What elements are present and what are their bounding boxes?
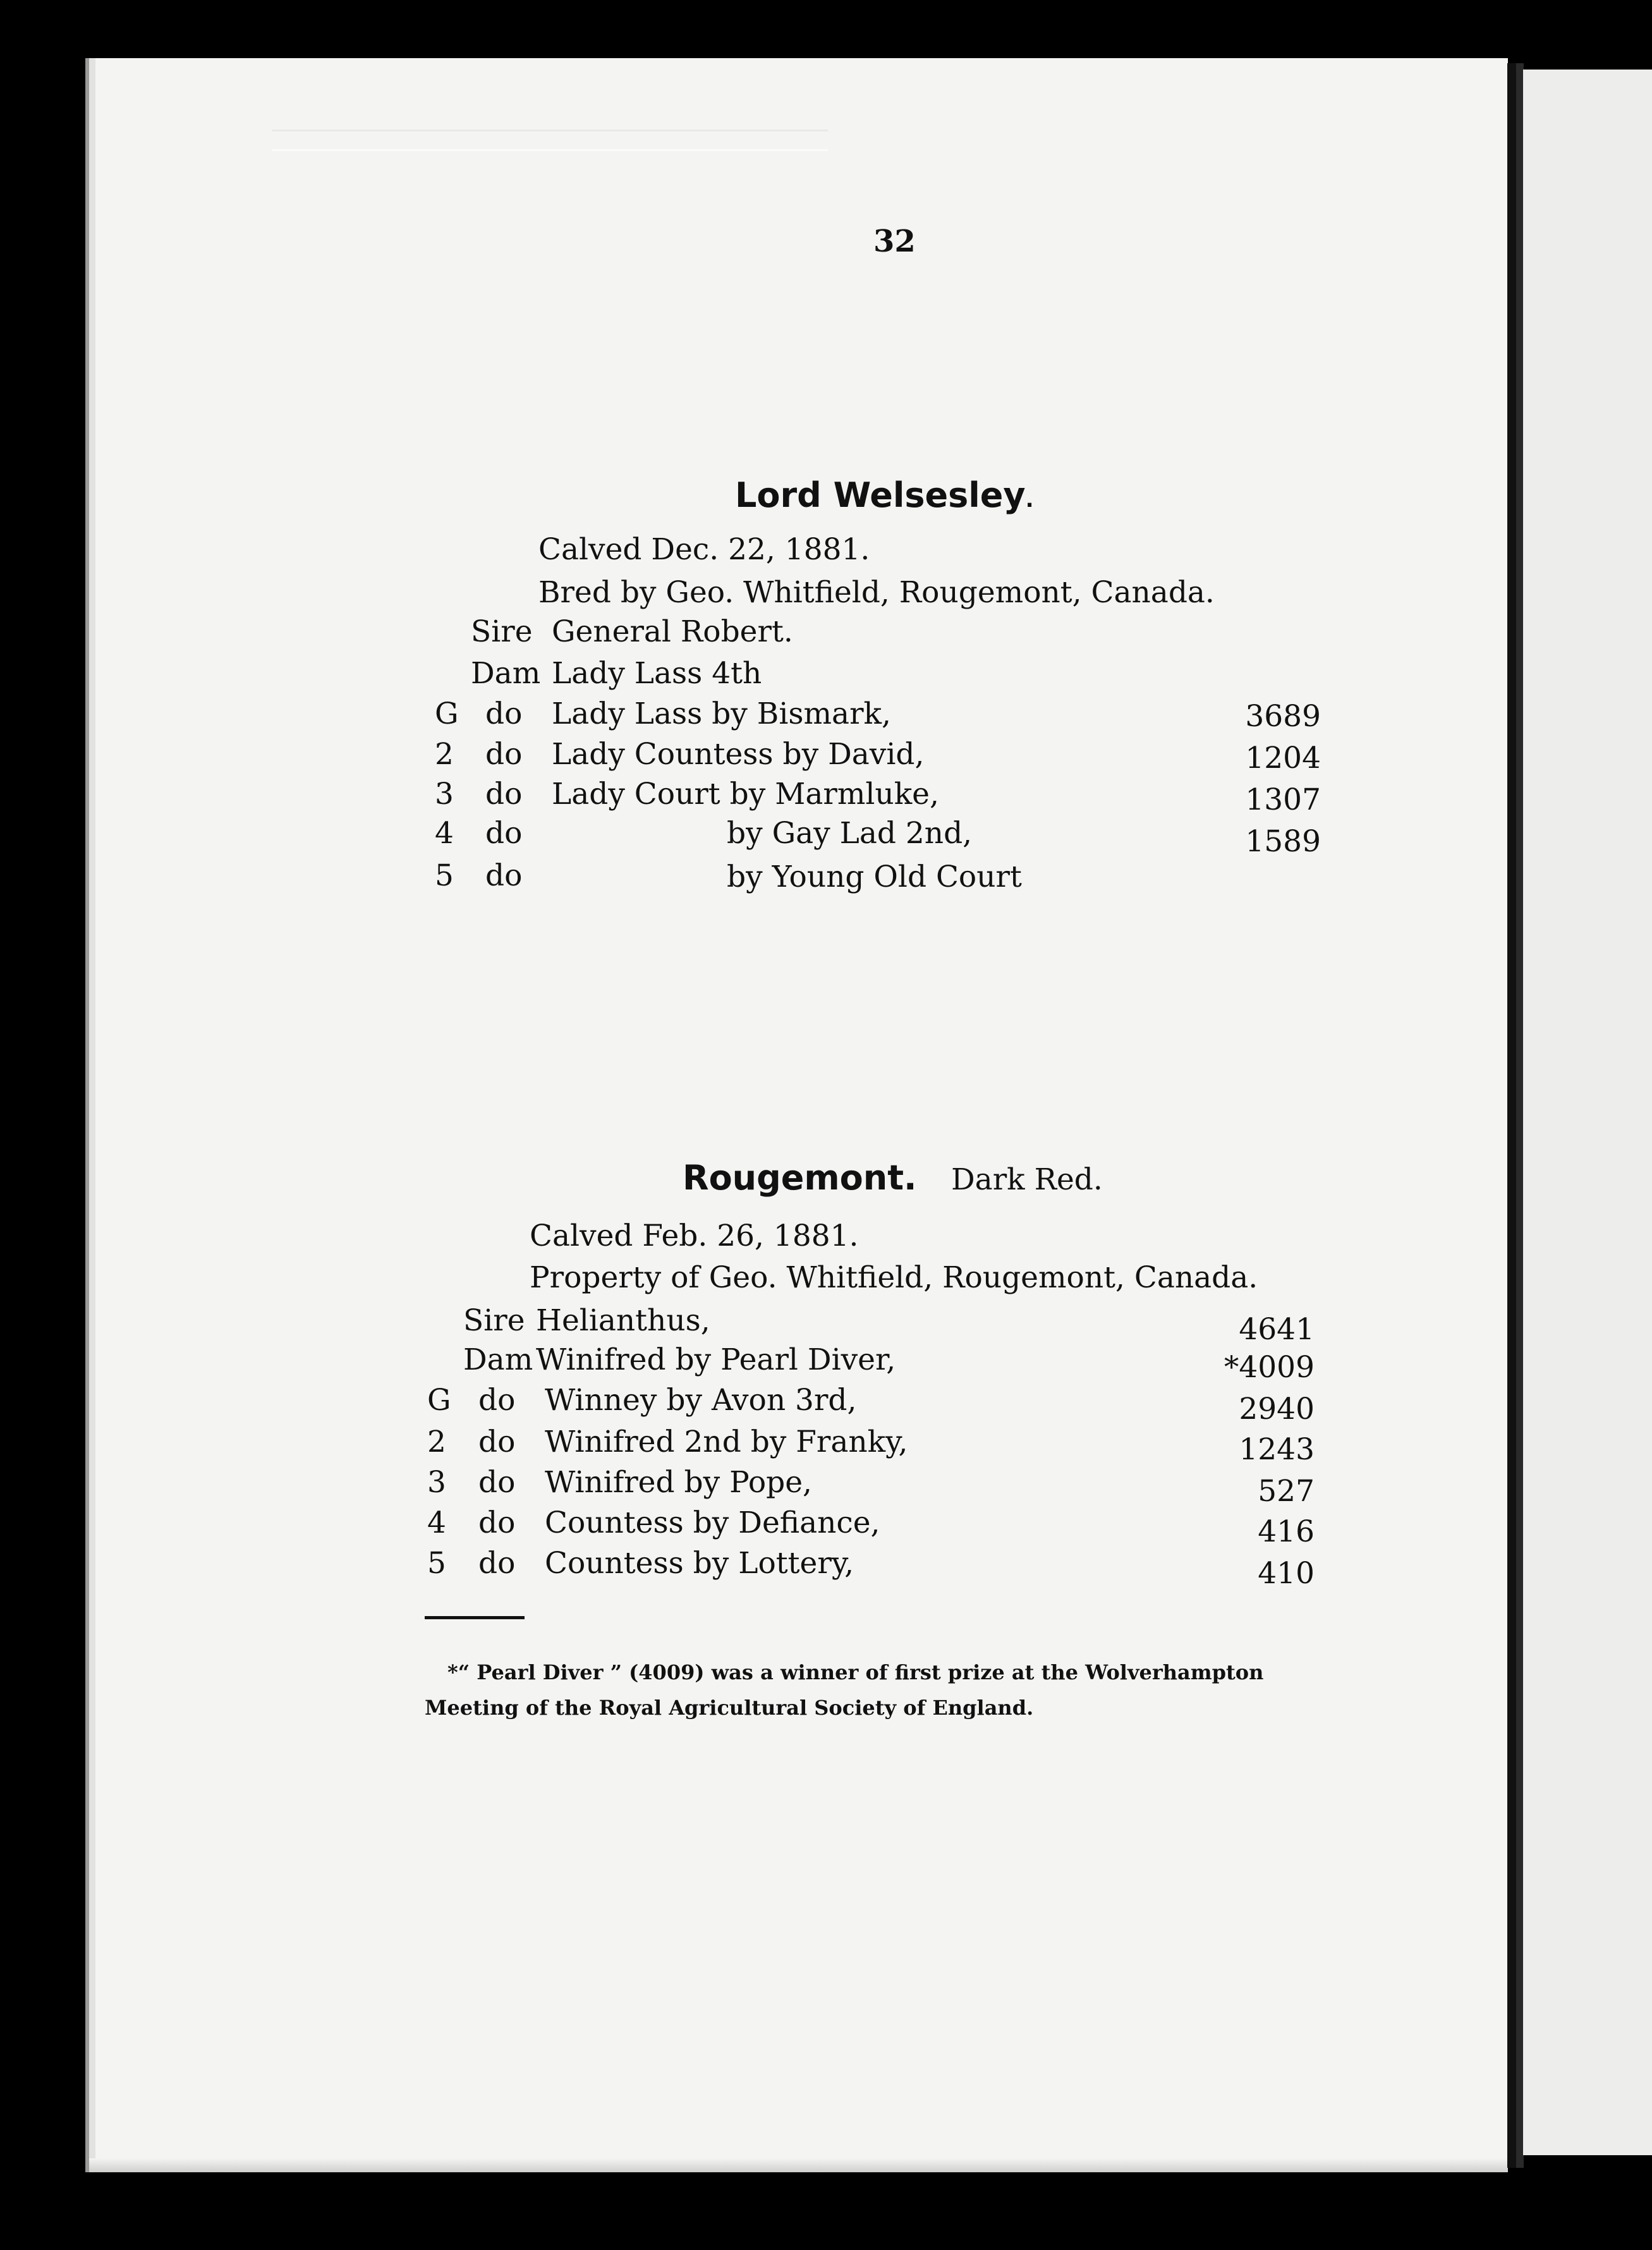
- pedigree-description: Winney by Avon 3rd,: [545, 1383, 857, 1418]
- pedigree-description: Winifred 2nd by Franky,: [545, 1425, 908, 1459]
- pedigree-description: Winifred by Pearl Diver,: [536, 1342, 896, 1377]
- page-number: 32: [873, 224, 916, 259]
- footnote-rule: [425, 1616, 525, 1619]
- herd-book-number: 1204: [1245, 741, 1321, 775]
- pedigree-description: by Young Old Court: [727, 860, 1022, 894]
- pedigree-description: General Robert.: [552, 614, 793, 649]
- embossed-mark: [272, 130, 828, 151]
- generation-marker: 3: [427, 1465, 446, 1500]
- pedigree-description: Lady Lass by Bismark,: [552, 696, 891, 731]
- pedigree-relation: do: [485, 696, 523, 731]
- generation-marker: 4: [435, 816, 454, 851]
- herd-book-number: 1589: [1245, 824, 1321, 859]
- binding-edge: [1507, 63, 1516, 2168]
- pedigree-relation: Sire: [463, 1303, 525, 1338]
- coat-color: Dark Red.: [951, 1162, 1103, 1197]
- pedigree-relation: do: [478, 1425, 516, 1459]
- herd-book-number: 4641: [1239, 1312, 1315, 1347]
- pedigree-relation: Dam: [471, 656, 541, 691]
- pedigree-relation: do: [485, 737, 523, 772]
- pedigree-relation: do: [478, 1383, 516, 1418]
- entry-name: Lord Welsesley.: [735, 475, 1034, 515]
- herd-book-number: 3689: [1245, 699, 1321, 734]
- pedigree-description: Lady Court by Marmluke,: [552, 777, 939, 812]
- footnote-line: Meeting of the Royal Agricultural Society of England.: [425, 1696, 1034, 1720]
- generation-marker: 4: [427, 1505, 446, 1540]
- breeder-line: Bred by Geo. Whitfield, Rougemont, Canada.: [538, 575, 1215, 610]
- pedigree-description: Lady Lass 4th: [552, 656, 762, 691]
- generation-marker: G: [427, 1383, 451, 1418]
- pedigree-description: Countess by Lottery,: [545, 1546, 854, 1581]
- entry-name: Rougemont.: [683, 1158, 917, 1198]
- footnote-line: *“ Pearl Diver ” (4009) was a winner of first prize at the Wolverhampton: [447, 1660, 1264, 1684]
- pedigree-relation: do: [485, 858, 523, 893]
- calved-date: Calved Feb. 26, 1881.: [530, 1219, 859, 1253]
- herd-book-number: 416: [1258, 1514, 1315, 1549]
- pedigree-description: Winifred by Pope,: [545, 1465, 812, 1500]
- pedigree-relation: do: [478, 1465, 516, 1500]
- pedigree-relation: Sire: [471, 614, 533, 649]
- generation-marker: 5: [435, 858, 454, 893]
- pedigree-description: Helianthus,: [536, 1303, 710, 1338]
- pedigree-relation: Dam: [463, 1342, 533, 1377]
- herd-book-number: 1307: [1245, 782, 1321, 817]
- pedigree-description: by Gay Lad 2nd,: [727, 816, 973, 851]
- herd-book-number: 410: [1258, 1556, 1315, 1591]
- facing-page-edge: [1523, 70, 1652, 2155]
- generation-marker: 2: [435, 737, 454, 772]
- herd-book-number: 2940: [1239, 1392, 1315, 1426]
- pedigree-relation: do: [485, 777, 523, 812]
- pedigree-relation: do: [485, 816, 523, 851]
- pedigree-relation: do: [478, 1546, 516, 1581]
- pedigree-relation: do: [478, 1505, 516, 1540]
- owner-line: Property of Geo. Whitfield, Rougemont, Canada.: [530, 1260, 1258, 1295]
- pedigree-description: Countess by Defiance,: [545, 1505, 880, 1540]
- generation-marker: 2: [427, 1425, 446, 1459]
- herd-book-number: 527: [1258, 1474, 1315, 1509]
- generation-marker: 3: [435, 777, 454, 812]
- generation-marker: G: [435, 696, 459, 731]
- pedigree-description: Lady Countess by David,: [552, 737, 925, 772]
- calved-date: Calved Dec. 22, 1881.: [538, 532, 870, 567]
- book-page: [85, 58, 1508, 2172]
- herd-book-number: 1243: [1239, 1432, 1315, 1467]
- herd-book-number: *4009: [1224, 1350, 1315, 1385]
- generation-marker: 5: [427, 1546, 446, 1581]
